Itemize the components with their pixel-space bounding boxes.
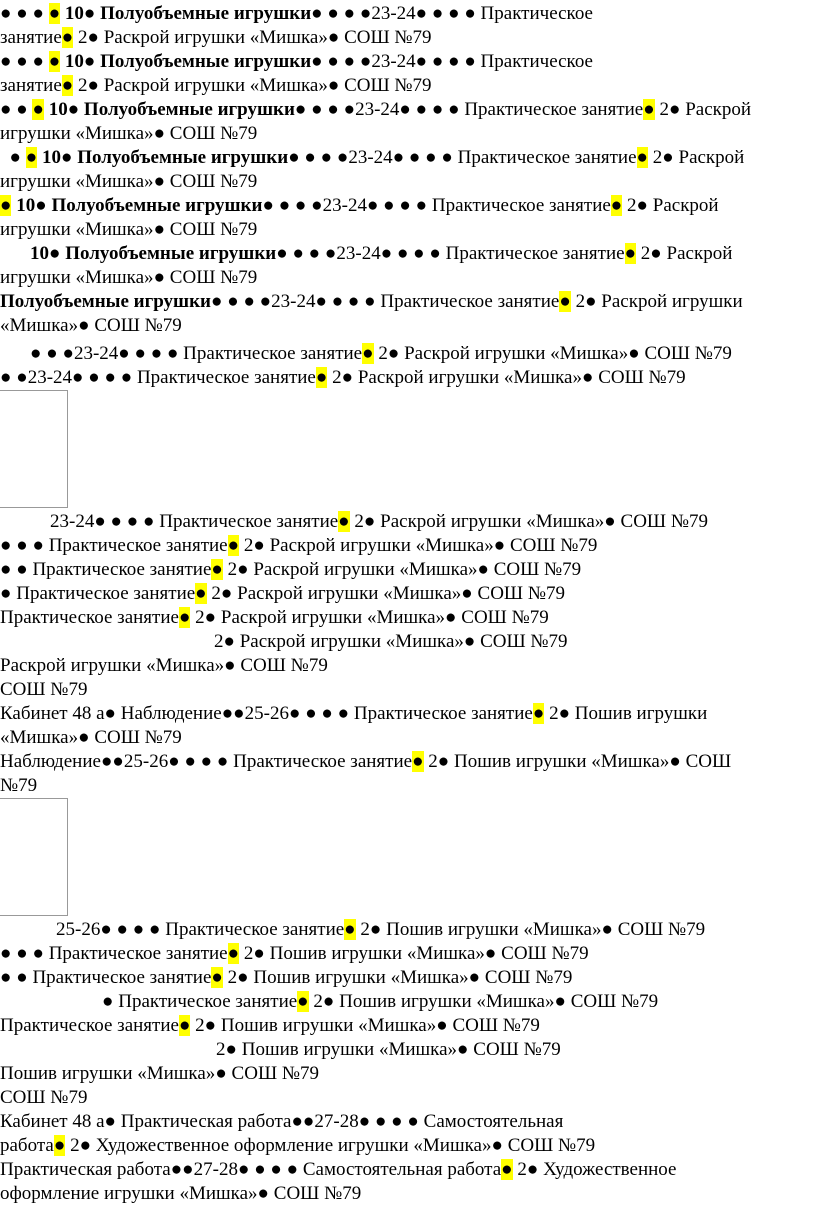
doc-line: ● Практическое занятие● 2● Пошив игрушки «Мишка»● СОШ №79: [102, 991, 659, 1012]
doc-line: Раскрой игрушки «Мишка»● СОШ №79: [0, 655, 328, 676]
doc-line: 2● Пошив игрушки «Мишка»● СОШ №79: [216, 1039, 561, 1060]
doc-line: занятие● 2● Раскрой игрушки «Мишка»● СОШ №79: [0, 75, 432, 96]
doc-line: ● ● ● ● 10● Полуобъемные игрушки● ● ● ●23-24● ● ● ● Практическое: [0, 51, 593, 72]
doc-line: Полуобъемные игрушки● ● ● ●23-24● ● ● ● Практическое занятие● 2● Раскрой игрушки: [0, 291, 743, 312]
doc-line: 2● Раскрой игрушки «Мишка»● СОШ №79: [214, 631, 568, 652]
doc-line: Практическое занятие● 2● Раскрой игрушки «Мишка»● СОШ №79: [0, 607, 549, 628]
doc-line: ● Практическое занятие● 2● Раскрой игрушки «Мишка»● СОШ №79: [0, 583, 565, 604]
doc-line: 23-24● ● ● ● Практическое занятие● 2● Раскрой игрушки «Мишка»● СОШ №79: [50, 511, 708, 532]
doc-line: Пошив игрушки «Мишка»● СОШ №79: [0, 1063, 319, 1084]
doc-line: СОШ №79: [0, 1087, 88, 1108]
doc-line: ● ● Практическое занятие● 2● Раскрой игрушки «Мишка»● СОШ №79: [0, 559, 582, 580]
doc-line: Наблюдение●●25-26● ● ● ● Практическое занятие● 2● Пошив игрушки «Мишка»● СОШ: [0, 751, 732, 772]
doc-line: работа● 2● Художественное оформление игрушки «Мишка»● СОШ №79: [0, 1135, 596, 1156]
doc-line: ● 10● Полуобъемные игрушки● ● ● ●23-24● ● ● ● Практическое занятие● 2● Раскрой: [0, 195, 719, 216]
doc-line: занятие● 2● Раскрой игрушки «Мишка»● СОШ №79: [0, 27, 432, 48]
doc-line: №79: [0, 775, 38, 796]
doc-line: игрушки «Мишка»● СОШ №79: [0, 123, 258, 144]
doc-line: «Мишка»● СОШ №79: [0, 315, 182, 336]
doc-line: ● ● 10● Полуобъемные игрушки● ● ● ●23-24● ● ● ● Практическое занятие● 2● Раскрой: [0, 147, 745, 168]
doc-line: игрушки «Мишка»● СОШ №79: [0, 171, 258, 192]
doc-line: Практическая работа●●27-28● ● ● ● Самостоятельная работа● 2● Художественное: [0, 1159, 677, 1180]
doc-line: 10● Полуобъемные игрушки● ● ● ●23-24● ● ● ● Практическое занятие● 2● Раскрой: [30, 243, 733, 264]
doc-line: оформление игрушки «Мишка»● СОШ №79: [0, 1183, 362, 1204]
doc-line: ● ● Практическое занятие● 2● Пошив игрушки «Мишка»● СОШ №79: [0, 967, 573, 988]
doc-line: ● ● ● 10● Полуобъемные игрушки● ● ● ●23-24● ● ● ● Практическое занятие● 2● Раскрой: [0, 99, 752, 120]
doc-line: ● ●23-24● ● ● ● Практическое занятие● 2● Раскрой игрушки «Мишка»● СОШ №79: [0, 367, 686, 388]
doc-line: Практическое занятие● 2● Пошив игрушки «Мишка»● СОШ №79: [0, 1015, 540, 1036]
doc-line: ● ● ● Практическое занятие● 2● Пошив игрушки «Мишка»● СОШ №79: [0, 943, 589, 964]
doc-line: СОШ №79: [0, 679, 88, 700]
doc-line: Кабинет 48 а● Практическая работа●●27-28● ● ● ● Самостоятельная: [0, 1111, 564, 1132]
image-placeholder: [0, 798, 68, 916]
doc-line: 25-26● ● ● ● Практическое занятие● 2● Пошив игрушки «Мишка»● СОШ №79: [56, 919, 706, 940]
image-placeholder: [0, 390, 68, 508]
doc-line: «Мишка»● СОШ №79: [0, 727, 182, 748]
doc-line: игрушки «Мишка»● СОШ №79: [0, 267, 258, 288]
doc-line: игрушки «Мишка»● СОШ №79: [0, 219, 258, 240]
doc-line: ● ● ● Практическое занятие● 2● Раскрой игрушки «Мишка»● СОШ №79: [0, 535, 598, 556]
doc-line: Кабинет 48 а● Наблюдение●●25-26● ● ● ● Практическое занятие● 2● Пошив игрушки: [0, 703, 708, 724]
doc-line: ● ● ●23-24● ● ● ● Практическое занятие● 2● Раскрой игрушки «Мишка»● СОШ №79: [30, 343, 732, 364]
doc-line: ● ● ● ● 10● Полуобъемные игрушки● ● ● ●23-24● ● ● ● Практическое: [0, 3, 593, 24]
